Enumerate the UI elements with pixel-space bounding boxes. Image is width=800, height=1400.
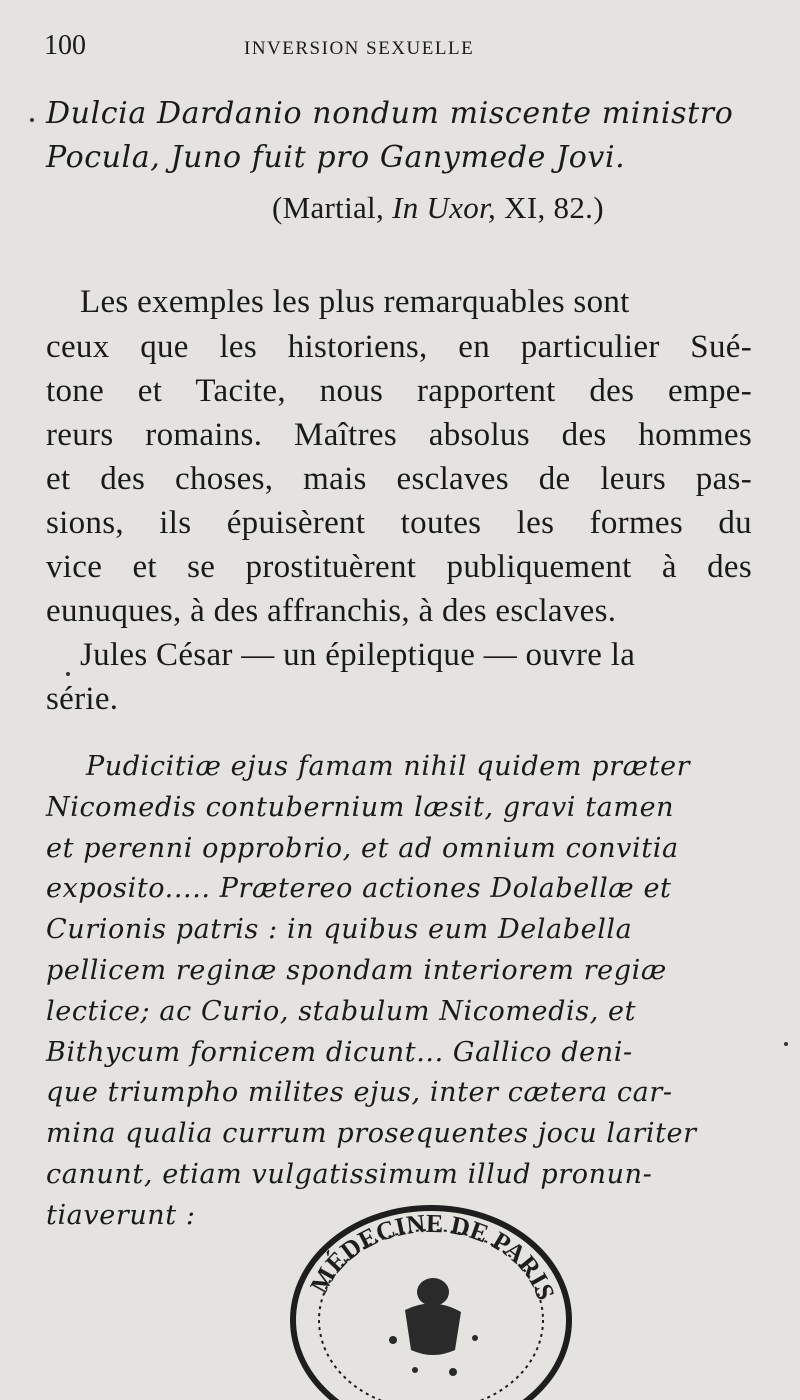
paragraph-line: reurs romains. Maîtres absolus des hommes [46, 417, 752, 453]
verse-line-2: Pocula, Juno fuit pro Ganymede Jovi. [46, 140, 626, 175]
page-header [44, 30, 750, 70]
quote-line: Pudicitiæ ejus famam nihil quidem præter [86, 751, 691, 782]
paragraph-line: et des choses, mais esclaves de leurs pas- [46, 461, 752, 497]
quote-line: pellicem reginæ spondam interiorem regiæ [46, 955, 667, 986]
speck-mark [30, 118, 34, 122]
citation-ref: XI, 82.) [496, 190, 604, 225]
speck-mark [784, 1042, 788, 1046]
quote-line: tiaverunt : [46, 1200, 196, 1231]
paragraph-line: eunuques, à des affranchis, à des esclaves. [46, 593, 617, 629]
paragraph-line: ceux que les historiens, en particulier Sué- [46, 329, 752, 365]
paragraph-line: série. [46, 681, 119, 717]
citation-title: In Uxor, [392, 190, 497, 225]
quote-line: et perenni opprobrio, et ad omnium convitia [46, 833, 679, 864]
stamp-text: MÉDECINE DE PARIS [304, 1208, 561, 1304]
verse-citation [272, 186, 692, 230]
page-number: 100 [44, 30, 86, 61]
quote-line: mina qualia currum prosequentes jocu lariter [46, 1118, 697, 1149]
stamp-emblem [389, 1278, 478, 1376]
quote-line: lectice; ac Curio, stabulum Nicomedis, et [46, 996, 637, 1027]
quote-line: Nicomedis contubernium læsit, gravi tamen [46, 792, 675, 823]
paragraph-line: Jules César — un épileptique — ouvre la [80, 637, 636, 673]
paragraph-line: vice et se prostituèrent publiquement à des [46, 549, 752, 585]
quote-line: Bithycum fornicem dicunt... Gallico deni- [46, 1037, 633, 1068]
running-head: INVERSION SEXUELLE [244, 38, 475, 59]
speck-mark [66, 672, 70, 676]
quote-line: exposito..... Prætereo actiones Dolabellæ et [46, 873, 672, 904]
paragraph-line: tone et Tacite, nous rapportent des empe- [46, 373, 752, 409]
verse-line-1: Dulcia Dardanio nondum miscente ministro [46, 96, 734, 131]
quote-line: canunt, etiam vulgatissimum illud pronun- [46, 1159, 653, 1190]
citation-open: (Martial, [272, 190, 393, 225]
library-stamp [285, 1200, 585, 1400]
quote-line: que triumpho milites ejus, inter cætera car- [46, 1077, 673, 1108]
quote-line: Curionis patris : in quibus eum Delabella [46, 914, 633, 945]
paragraph-line: sions, ils épuisèrent toutes les formes du [46, 505, 752, 541]
paragraph-line: Les exemples les plus remarquables sont [80, 284, 630, 320]
